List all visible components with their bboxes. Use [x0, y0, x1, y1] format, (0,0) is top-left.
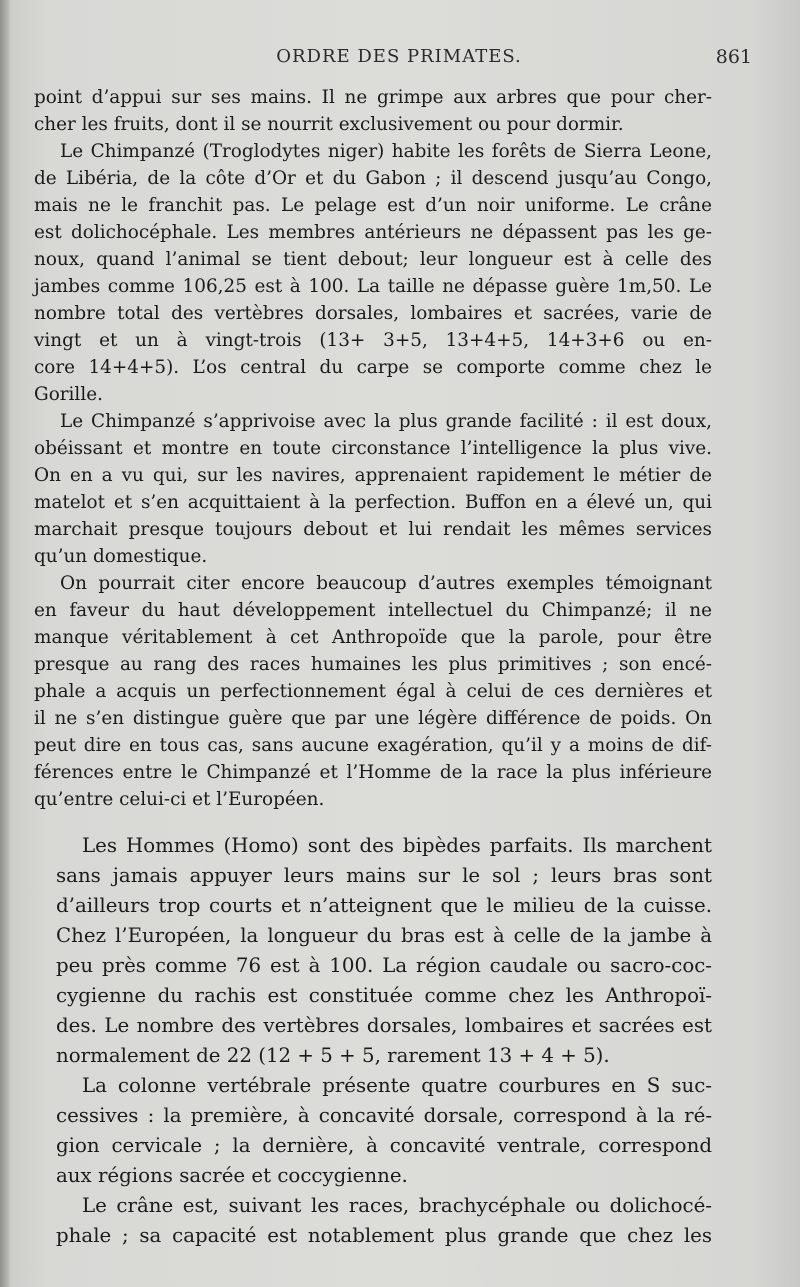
text-line: mais ne le franchit pas. Le pelage est d’un noir uniforme. Le crâne	[34, 195, 712, 216]
text-line: matelot et s’en acquittaient à la perfection. Buffon en a élevé un, qui	[34, 492, 712, 513]
running-title: ORDRE DES PRIMATES.	[276, 46, 522, 67]
paragraph	[56, 831, 712, 1071]
text-line: aux régions sacrée et coccygienne.	[56, 1164, 408, 1187]
paragraph	[56, 1071, 712, 1191]
text-line: noux, quand l’animal se tient debout; leur longueur est à celle des	[34, 249, 712, 270]
text-line: phale ; sa capacité est notablement plus grande que chez les	[56, 1224, 712, 1247]
text-line: cessives : la première, à concavité dorsale, correspond à la ré-	[56, 1104, 712, 1127]
text-line: Le Chimpanzé s’apprivoise avec la plus grande facilité : il est doux,	[60, 411, 712, 432]
text-line: Le Chimpanzé (Troglodytes niger) habite les forêts de Sierra Leone,	[60, 141, 712, 162]
text-line: manque véritablement à cet Anthropoïde que la parole, pour être	[34, 627, 712, 648]
text-line: de Libéria, de la côte d’Or et du Gabon ; il descend jusqu’au Congo,	[34, 168, 712, 189]
text-line: cher les fruits, dont il se nourrit exclusivement ou pour dormir.	[34, 114, 624, 135]
text-line: férences entre le Chimpanzé et l’Homme de la race la plus inférieure	[34, 762, 712, 783]
large-type-section	[56, 831, 712, 1251]
page-number: 861	[715, 46, 752, 68]
text-line: qu’un domestique.	[34, 546, 208, 567]
text-line: marchait presque toujours debout et lui rendait les mêmes services	[34, 519, 712, 540]
section-break	[34, 813, 712, 831]
text-line: peu près comme 76 est à 100. La région caudale ou sacro-coc-	[56, 954, 712, 977]
text-line: cygienne du rachis est constituée comme chez les Anthropoï-	[56, 984, 712, 1007]
text-line: vingt et un à vingt-trois (13+ 3+5, 13+4+5, 14+3+6 ou en-	[34, 330, 712, 351]
paragraph	[34, 570, 712, 813]
text-line: core 14+4+5). L’os central du carpe se comporte comme chez le	[34, 357, 712, 378]
text-line: jambes comme 106,25 est à 100. La taille ne dépasse guère 1m,50. Le	[34, 276, 712, 297]
text-line: est dolichocéphale. Les membres antérieurs ne dépassent pas les ge-	[34, 222, 712, 243]
paragraph	[34, 84, 712, 138]
body-text	[34, 84, 712, 1251]
text-line: peut dire en tous cas, sans aucune exagération, qu’il y a moins de dif-	[34, 735, 712, 756]
text-line: Gorille.	[34, 384, 103, 405]
text-line: presque au rang des races humaines les plus primitives ; son encé-	[34, 654, 712, 675]
text-line: Chez l’Européen, la longueur du bras est à celle de la jambe à	[56, 924, 712, 947]
text-line: en faveur du haut développement intellectuel du Chimpanzé; il ne	[34, 600, 712, 621]
text-line: obéissant et montre en toute circonstance l’intelligence la plus vive.	[34, 438, 712, 459]
text-line: Le crâne est, suivant les races, brachycéphale ou dolichocé-	[82, 1194, 712, 1217]
text-line: point d’appui sur ses mains. Il ne grimpe aux arbres que pour cher-	[34, 87, 712, 108]
text-line: La colonne vertébrale présente quatre courbures en S suc-	[82, 1074, 712, 1097]
text-line: des. Le nombre des vertèbres dorsales, lombaires et sacrées est	[56, 1014, 712, 1037]
text-line: gion cervicale ; la dernière, à concavité ventrale, correspond	[56, 1134, 712, 1157]
page-header	[40, 46, 758, 74]
text-line: nombre total des vertèbres dorsales, lombaires et sacrées, varie de	[34, 303, 712, 324]
text-line: il ne s’en distingue guère que par une légère différence de poids. On	[34, 708, 712, 729]
text-line: On en a vu qui, sur les navires, apprenaient rapidement le métier de	[34, 465, 712, 486]
paragraph	[56, 1191, 712, 1251]
page-spine-shadow	[0, 0, 10, 1287]
paragraph	[34, 138, 712, 408]
text-line: normalement de 22 (12 + 5 + 5, rarement 13 + 4 + 5).	[56, 1044, 610, 1067]
text-line: sans jamais appuyer leurs mains sur le sol ; leurs bras sont	[56, 864, 712, 887]
text-line: d’ailleurs trop courts et n’atteignent que le milieu de la cuisse.	[56, 894, 712, 917]
text-line: On pourrait citer encore beaucoup d’autres exemples témoignant	[60, 573, 712, 594]
paragraph	[34, 408, 712, 570]
text-line: Les Hommes (Homo) sont des bipèdes parfaits. Ils marchent	[82, 834, 712, 857]
text-line: phale a acquis un perfectionnement égal à celui de ces dernières et	[34, 681, 712, 702]
text-line: qu’entre celui-ci et l’Européen.	[34, 789, 325, 810]
